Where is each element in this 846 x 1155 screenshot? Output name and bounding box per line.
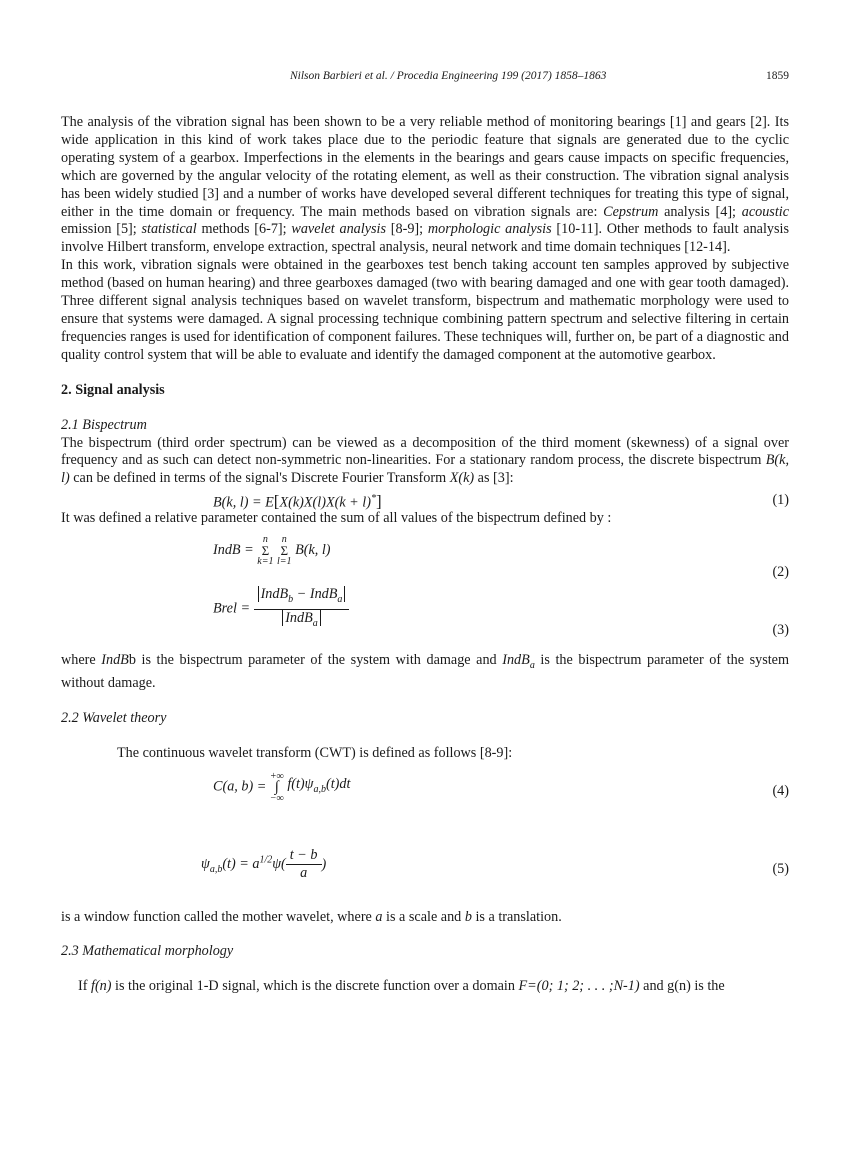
running-header — [0, 70, 846, 86]
subsection-morphology-title: 2.3 Mathematical morphology — [61, 943, 234, 960]
equation-1 — [61, 488, 789, 510]
intro-paragraph-1: The analysis of the vibration signal has been shown to be a very reliable method of monitoring bearings [1] and gears [2]. Its wide application in this kind of work takes place due to the periodic feature that signals are generated due to the cyclic operating system of a gearbox. Imperfections in the elements in the bearings and gears cause impacts on specific frequencies, which are governed by the angular velocity of the rotating element, as well as their construction. The vibration signal analysis has been widely studied [3] and a number of works have developed several different techniques for treating this type of signal, either in the time domain or frequency. The main methods based on vibration signals are: Cepstrum analysis [4]; acoustic emission [5]; statistical methods [6-7]; wavelet analysis [8-9]; morphologic analysis [10-11]. Other methods to fault analysis involve Hilbert transform, envelope extraction, spectral analysis, neural network and time domain techniques [12-14]. — [61, 114, 789, 256]
intro-paragraph-2: In this work, vibration signals were obtained in the gearboxes test bench taking account ten samples approved by subjective method (based on human hearing) and three gearboxes damaged (two with bearing damaged and one with gear tooth damaged). Three different signal analysis techniques based on wavelet transform, bispectrum and mathematic morphology were used to ensure that systems were damaged. A signal processing technique combining pattern spectrum and selective filtering in certain frequencies ranges is used for identification of component failures. These techniques will, further on, be part of a diagnostic and quality control system that will be able to evaluate and identify the damaged component at the automotive gearbox. — [61, 257, 789, 363]
wavelet-paragraph-1: The continuous wavelet transform (CWT) is defined as follows [8-9]: — [117, 744, 513, 761]
subsection-wavelet-title: 2.2 Wavelet theory — [61, 709, 167, 726]
page-number: 1859 — [766, 70, 789, 82]
section-title: 2. Signal analysis — [61, 381, 165, 398]
equation-4-number: (4) — [772, 782, 789, 799]
equation-3 — [61, 582, 789, 642]
equation-3-number: (3) — [772, 622, 789, 639]
equation-1-number: (1) — [772, 492, 789, 509]
equation-4 — [61, 771, 789, 829]
equation-1-body: B(k, l) = E[X(k)X(l)X(k + l)*] — [213, 491, 382, 511]
equation-5 — [61, 843, 789, 901]
equation-2 — [61, 528, 789, 582]
page-body — [61, 114, 789, 996]
running-head: Nilson Barbieri et al. / Procedia Engineering 199 (2017) 1858–1863 — [290, 70, 607, 82]
morphology-paragraph-1: If f(n) is the original 1-D signal, which is the discrete function over a domain F=(0; 1; 2; . . . ;N-1) and g(n) is the — [78, 978, 725, 995]
equation-4-body: C(a, b) = +∞ ∫ −∞ $f(t)\psi_{a,b}(t)dt$ — [213, 770, 351, 804]
equation-2-number: (2) — [772, 564, 789, 581]
wavelet-paragraph-2: is a window function called the mother wavelet, where a is a scale and b is a translation. — [61, 908, 562, 925]
subsection-bispectrum-title: 2.1 Bispectrum — [61, 416, 147, 433]
bispectrum-paragraph-1: The bispectrum (third order spectrum) can be viewed as a decomposition of the third moment (skewness) of a signal over frequency and as such can detect non-symmetric non-linearities. For a stationary random process, the discrete bispectrum B(k, l) can be defined in terms of the signal's Discrete Fourier Transform X(k) as [3]: — [61, 434, 789, 487]
equation-2-body: IndB = n Σ k=1 n Σ l=1 B(k, l) — [213, 534, 331, 568]
bispectrum-paragraph-3: where IndBb is the bispectrum parameter of the system with damage and IndB$_a$ is the bispectrum parameter of the system without damage. — [61, 652, 789, 691]
bispectrum-paragraph-2: It was defined a relative parameter contained the sum of all values of the bispectrum defined by : — [61, 510, 612, 527]
equation-5-number: (5) — [772, 860, 789, 877]
equation-3-body: Brel = $\frac{IndB_b - IndB_a}{IndB_a}$ — [213, 586, 349, 632]
equation-5-body: $\psi_{a,b}(t) = a^{1/2}\psi$( $\frac{t - b}{a}$ ) — [201, 846, 327, 882]
